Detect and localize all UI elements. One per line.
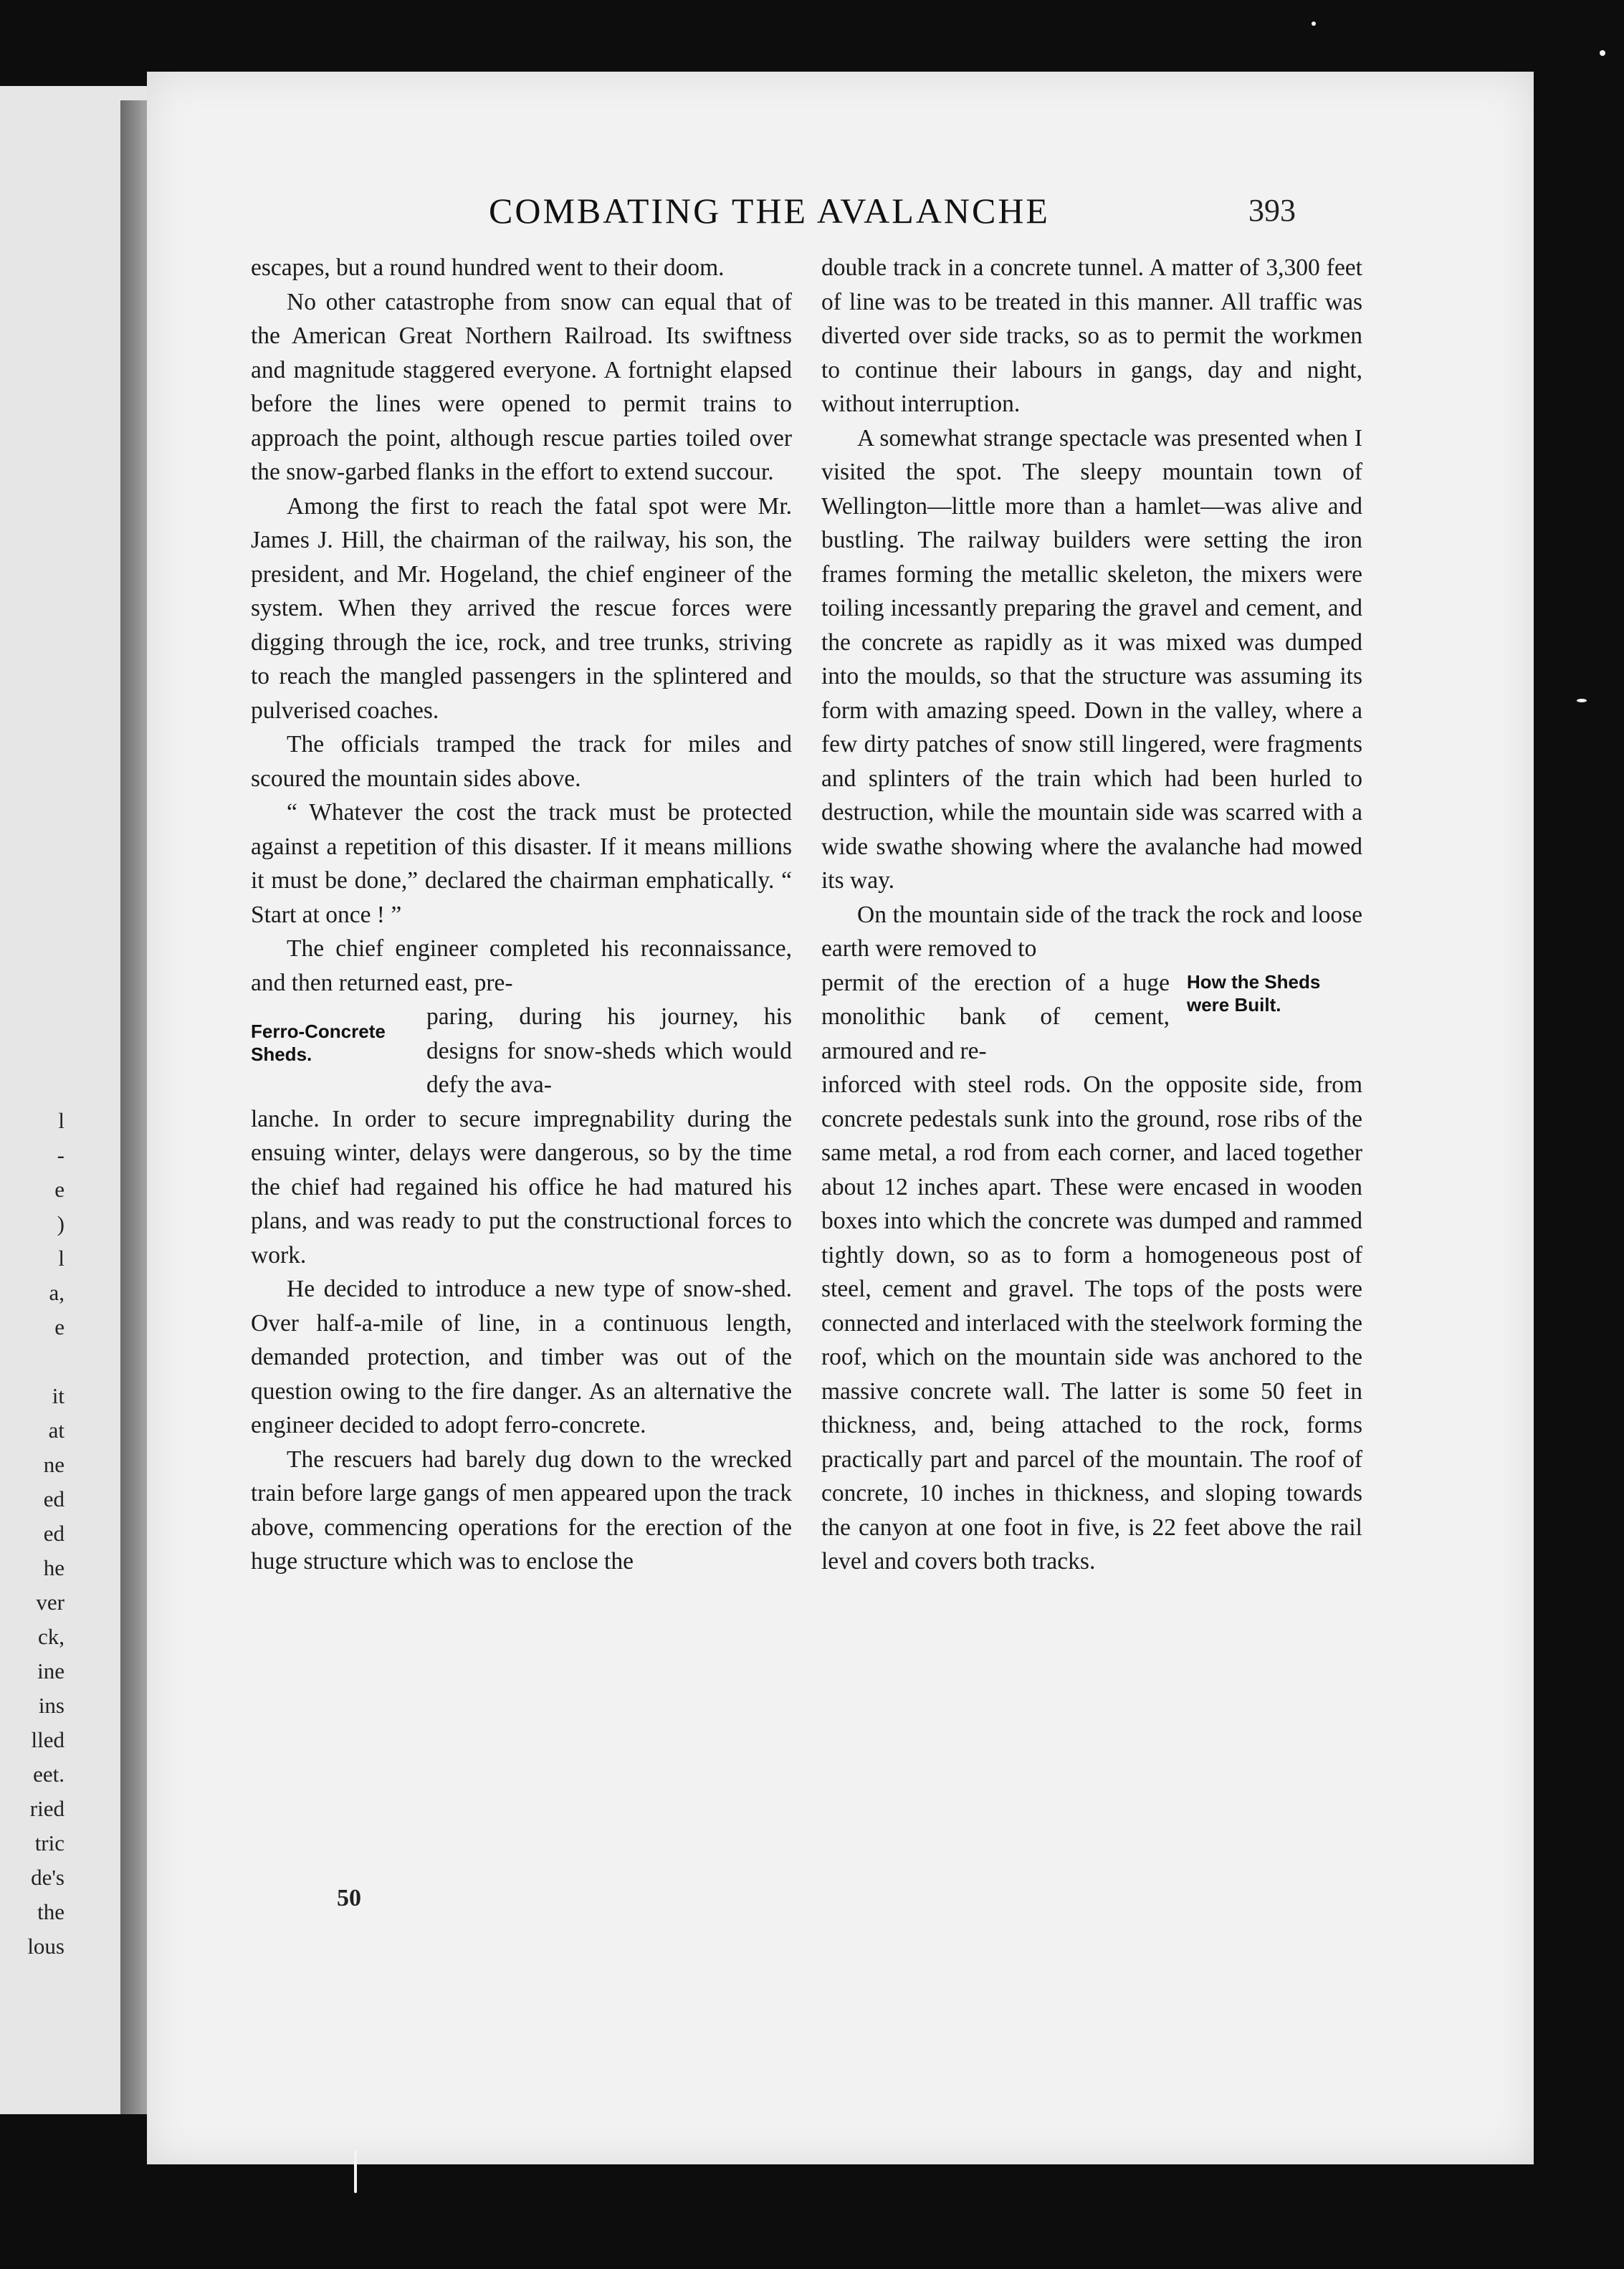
running-head-title: COMBATING THE AVALANCHE: [489, 191, 1050, 231]
left-margin-fragment: tric: [34, 1830, 65, 1855]
margin-note-how-sheds-built: How the Sheds were Built.: [1187, 970, 1321, 1016]
dust-speck: [354, 2150, 357, 2193]
dust-speck: [1600, 50, 1605, 56]
page-number: 393: [1248, 193, 1296, 228]
left-margin-fragment: it: [52, 1383, 65, 1408]
left-margin-fragment: lled: [31, 1727, 65, 1752]
margin-note-ferro-concrete: Ferro-Concrete Sheds.: [251, 1021, 386, 1065]
quotation-paragraph: “ Whatever the cost the track must be protected against a repetition of this disaster. If it means millions it must be done,” declared the chairman emphatically. “ Start at once ! ”: [251, 799, 792, 928]
left-margin-fragment: l: [58, 1246, 65, 1271]
left-margin-fragment: e: [54, 1177, 65, 1202]
dust-speck: [1312, 22, 1316, 26]
right-text-column: [821, 251, 1362, 1579]
paragraph: Among the first to reach the fatal spot were Mr. James J. Hill, the chairman of the railway, his son, the president, and Mr. Hogeland, the chief engineer of the system. When they arrived the rescue forces were digging through the ice, rock, and tree trunks, striving to reach the mangled passengers in the splintered and pulverised coaches.: [251, 492, 792, 724]
left-page-text-fragments: [0, 1104, 65, 1964]
paragraph-continuation: paring, during his journey, his designs for snow-sheds which would defy the ava-: [426, 1003, 792, 1098]
paragraph: escapes, but a round hundred went to their doom.: [251, 254, 725, 281]
paragraph: The officials tramped the track for miles and scoured the mountain sides above.: [251, 731, 792, 792]
paragraph: He decided to introduce a new type of snow-shed. Over half-a-mile of line, in a continuous length, demanded protection, and timber was out of the question owing to the fire danger. As an alternative the engineer decided to adopt ferro-concrete.: [251, 1276, 792, 1438]
paragraph: No other catastrophe from snow can equal that of the American Great Northern Railroad. Its swiftness and magnitude staggered everyone. A fortnight elapsed before the lines were opened to permit trains to approach the point, although rescue parties toiled over the snow-garbed flanks in the effort to extend succour.: [251, 288, 792, 485]
left-margin-fragment: l: [58, 1108, 65, 1133]
left-margin-fragment: ck,: [37, 1624, 65, 1649]
left-margin-fragment: ver: [36, 1590, 65, 1615]
paragraph: double track in a concrete tunnel. A matter of 3,300 feet of line was to be treated in this manner. All traffic was diverted over side tracks, so as to permit the workmen to continue their labours in gangs, day and night, without interruption.: [821, 254, 1362, 417]
left-margin-fragment: ed: [43, 1521, 65, 1546]
left-margin-fragment: de's: [31, 1865, 65, 1890]
left-margin-fragment: ed: [43, 1486, 65, 1511]
paragraph: On the mountain side of the track the rock and loose earth were removed to: [821, 901, 1362, 962]
paragraph: The rescuers had barely dug down to the wrecked train before large gangs of men appeared upon the track above, commencing operations for the erection of the huge structure which was to enclose the: [251, 1446, 792, 1575]
dust-speck: [1577, 699, 1587, 702]
left-margin-fragment: e: [54, 1314, 65, 1339]
paragraph-continuation: lanche. In order to secure impregnability during the ensuing winter, delays were dangerous, so by the time the chief had regained his office he had matured his plans, and was ready to put the constructional forces to work.: [251, 1105, 792, 1269]
left-margin-fragment: ne: [43, 1452, 65, 1477]
paragraph: A somewhat strange spectacle was presented when I visited the spot. The sleepy mountain town of Wellington—little more than a hamlet—was alive and bustling. The railway builders were setting the iron frames forming the metallic skeleton, the mixers were toiling incessantly preparing the gravel and cement, and the concrete as rapidly as it was mixed was dumped into the moulds, so that the structure was assuming its form with amazing speed. Down in the valley, where a few dirty patches of snow still lingered, were fragments and splinters of the train which had been hurled to destruction, while the mountain side was scarred with a wide swathe showing where the avalanche had mowed its way.: [821, 424, 1362, 894]
left-text-column: [251, 251, 792, 1579]
left-margin-fragment: lous: [27, 1934, 65, 1959]
paragraph-continuation: inforced with steel rods. On the opposite side, from concrete pedestals sunk into the ground, rose ribs of the same metal, a rod from each corner, and laced together about 12 inches apart. These were encased in wooden boxes into which the concrete was dumped and rammed tightly down, so as to form a homogeneous post of steel, cement and gravel. The tops of the posts were connected and interlaced with the steelwork forming the roof, which on the mountain side was anchored to the massive concrete wall. The latter is some 50 feet in thickness, and, being attached to the rock, forms practically part and parcel of the mountain. The roof of concrete, 10 inches in thickness, and sloping towards the canyon at one foot in five, is 22 feet above the rail level and covers both tracks.: [821, 1071, 1362, 1575]
paragraph-continuation: permit of the erection of a huge monolithic bank of cement, armoured and re-: [821, 969, 1170, 1064]
left-margin-fragment: he: [43, 1555, 65, 1580]
left-margin-fragment: -: [57, 1142, 65, 1167]
left-margin-fragment: [0, 1344, 65, 1379]
left-margin-fragment: at: [48, 1418, 65, 1443]
left-margin-fragment: ins: [38, 1693, 65, 1718]
margin-note-block: [251, 1000, 792, 1102]
left-margin-fragment: the: [37, 1899, 65, 1924]
left-margin-fragment: ): [57, 1211, 65, 1236]
left-margin-fragment: ried: [29, 1796, 65, 1821]
margin-note-block: [821, 966, 1362, 1069]
left-margin-fragment: a,: [49, 1280, 65, 1305]
signature-mark: 50: [337, 1885, 361, 1911]
left-margin-fragment: ine: [37, 1658, 65, 1683]
paragraph: The chief engineer completed his reconnaissance, and then returned east, pre-: [251, 935, 792, 996]
left-margin-fragment: eet.: [33, 1762, 65, 1787]
